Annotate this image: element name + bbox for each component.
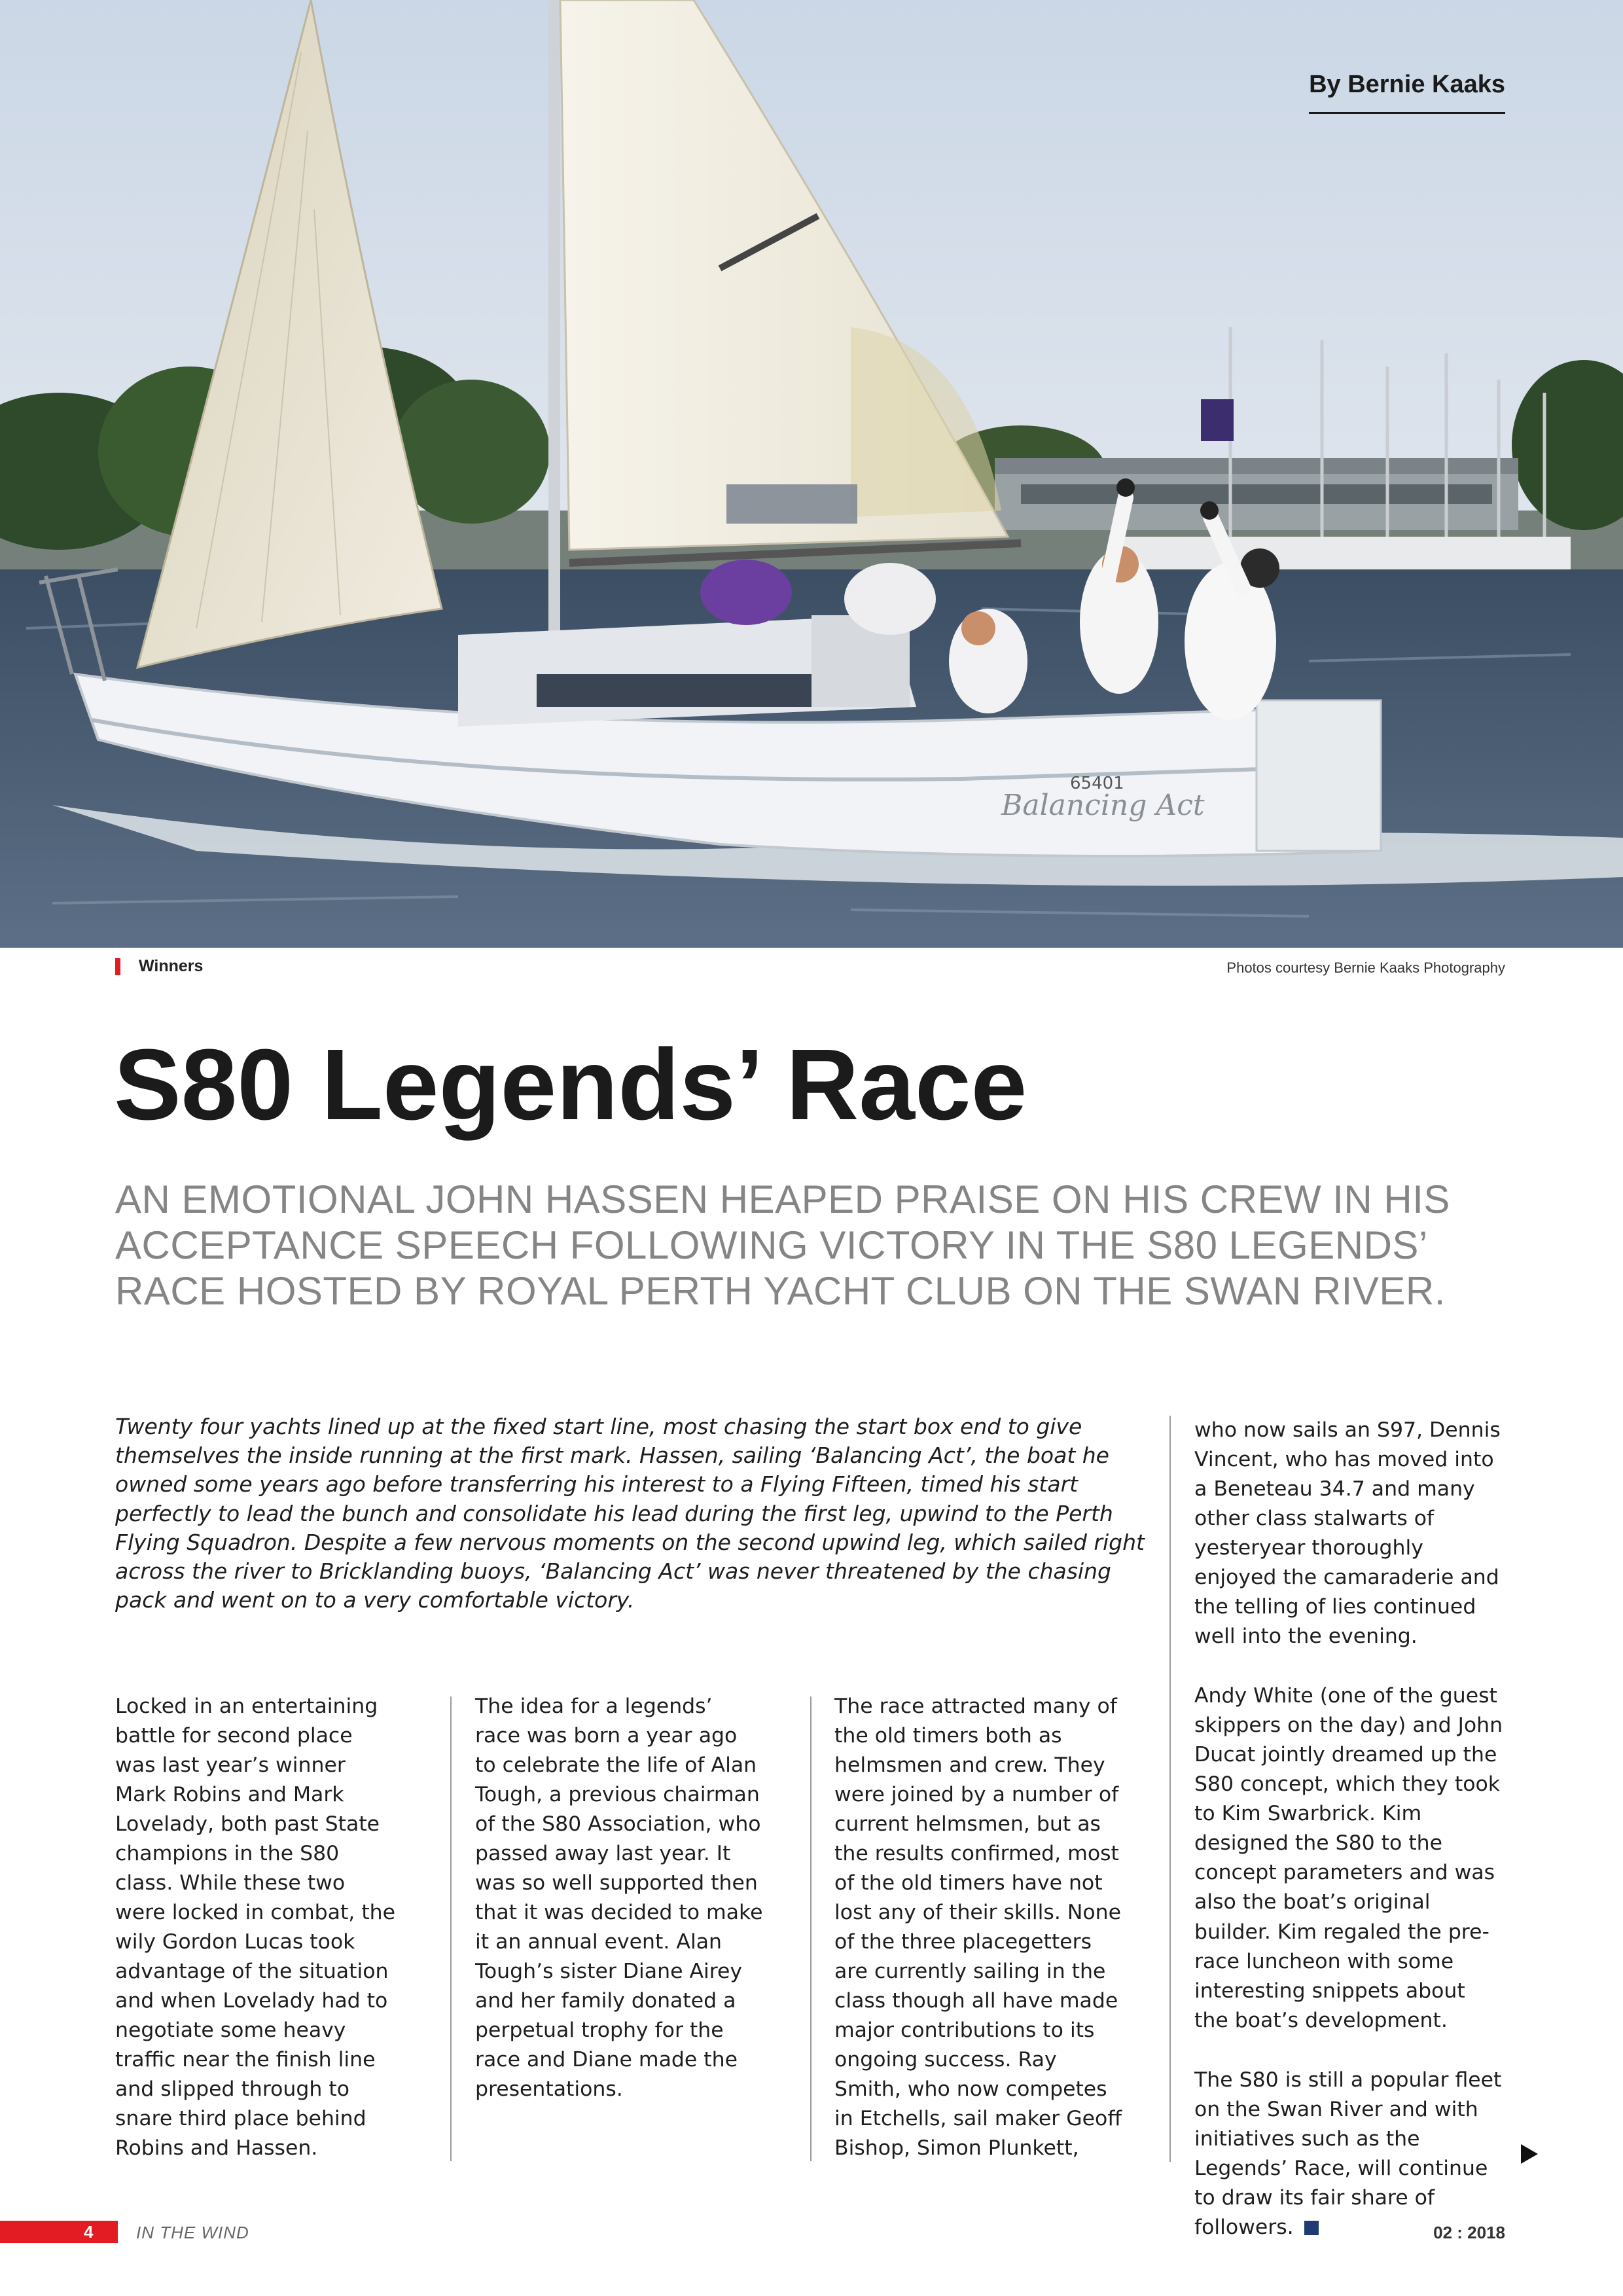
article-standfirst: AN EMOTIONAL JOHN HASSEN HEAPED PRAISE ON HIS CREW IN HIS ACCEPTANCE SPEECH FOLLOWING VICTORY IN THE S80 LEGENDS’ RACE HOSTED BY ROYAL PERTH YACHT CLUB ON THE SWAN RIVER. (115, 1177, 1450, 1314)
body-column-1: Locked in an entertaining battle for second place was last year’s winner Mark Robins and Mark Lovelady, both past State champions in the S80 class. While these two were locked in combat, the wily Gordon Lucas took advantage of the situation and when Lovelady had to negotiate some heavy traffic near the finish line and slipped through to snare third place behind Robins and Hassen. (115, 1695, 396, 2161)
body-paragraph: Andy White (one of the guest skippers on the day) and John Ducat jointly dreamed up the S80 concept, which they took to Kim Swarbrick. Kim designed the S80 to the concept parameters and was also the boat’s original builder. Kim regaled the pre-race luncheon with some interesting snippets about the boat’s development. (1194, 1684, 1503, 2032)
byline: By Bernie Kaaks (1309, 71, 1505, 114)
magazine-name: IN THE WIND (136, 2223, 249, 2242)
end-of-article-icon (1304, 2221, 1319, 2235)
photo-credit: Photos courtesy Bernie Kaaks Photography (1226, 960, 1505, 976)
section-marker (115, 958, 120, 975)
body-column-4 (1194, 1416, 1505, 2272)
body-paragraph: who now sails an S97, Dennis Vincent, who has moved into a Beneteau 34.7 and many other class stalwarts of yesteryear thoroughly enjoyed the camaraderie and the telling of lies continued well into the evening. (1194, 1418, 1501, 1649)
continue-arrow-icon (1521, 2144, 1538, 2164)
article-intro: Twenty four yachts lined up at the fixed start line, most chasing the start box end to give themselves the inside running at the first mark. Hassen, sailing ‘Balancing Act’, the boat he owned some years ago before transferring his interest to a Flying Fifteen, timed his start perfectly to lead the bunch and consolidate his lead during the first leg, upwind to the Perth Flying Squadron. Despite a few nervous moments on the second upwind leg, which sailed right across the river to Bricklanding buoys, ‘Balancing Act’ was never threatened by the chasing pack and went on to a very comfortable victory. (115, 1414, 1145, 1613)
sailboat-illustration (0, 0, 1623, 948)
body-paragraph-final (1194, 2066, 1505, 2242)
body-column-3: The race attracted many of the old timers both as helmsmen and crew. They were joined by a number of current helmsmen, but as the results confirmed, most of the old timers have not lost any of their skills. None of the three placegetters are currently sailing in the class though all have made major contributions to its ongoing success. Ray Smith, who now competes in Etchells, sail maker Geoff Bishop, Simon Plunkett, (834, 1695, 1122, 2161)
column-divider (810, 1696, 812, 2161)
body-paragraph-final-text: The S80 is still a popular fleet on the Swan River and with initiatives such as the Legends’ Race, will continue to draw its fair share of followers. (1194, 2068, 1502, 2239)
hull-name: Balancing Act (1001, 789, 1205, 822)
issue-number: 02 : 2018 (1433, 2223, 1505, 2242)
body-column-2: The idea for a legends’ race was born a year ago to celebrate the life of Alan Tough, a previous chairman of the S80 Association, who passed away last year. It was so well supported then that it was decided to make it an annual event. Alan Tough’s sister Diane Airey and her family donated a perpetual trophy for the race and Diane made the presentations. (475, 1695, 763, 2102)
column-divider (450, 1696, 452, 2161)
section-label-text: Winners (139, 957, 204, 975)
section-label (115, 957, 203, 976)
footer-accent-bar (0, 2221, 118, 2243)
hero-photo (0, 0, 1623, 948)
article-title: S80 Legends’ Race (114, 1028, 1027, 1141)
column-divider (1169, 1416, 1171, 2162)
sail-number: 65401 (1070, 774, 1124, 793)
page-number: 4 (84, 2222, 94, 2242)
